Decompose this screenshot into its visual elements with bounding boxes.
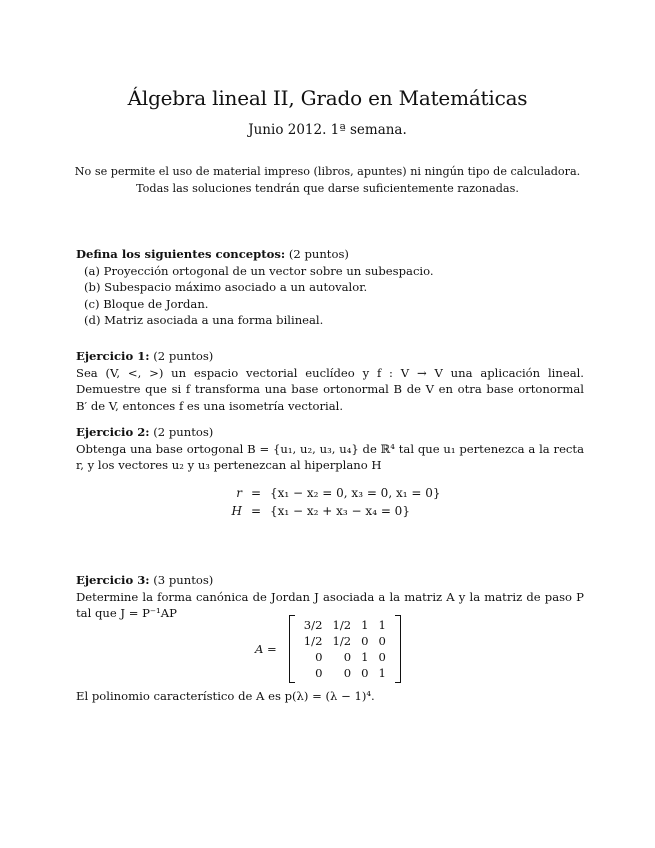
- exercise-3-points: (3 puntos): [153, 573, 214, 587]
- polynomial-text: El polinomio característico de A es p(λ) = (λ − 1)⁴.: [76, 689, 375, 703]
- equation-system: [220, 484, 440, 520]
- list-item: (c) Bloque de Jordan.: [84, 296, 209, 311]
- matrix-cell: 0: [343, 650, 352, 664]
- matrix-row: [299, 665, 391, 681]
- matrix-row: [299, 633, 391, 649]
- matrix-cell: 0: [361, 634, 369, 648]
- matrix-a: [255, 615, 401, 683]
- list-item: (a) Proyección ortogonal de un vector sobre un subespacio.: [84, 263, 434, 278]
- matrix-label: A =: [255, 642, 277, 656]
- exercise-1-points: (2 puntos): [153, 349, 214, 363]
- matrix-brackets: [289, 615, 401, 683]
- concepts-list: [76, 263, 584, 329]
- matrix-cell: 0: [315, 666, 323, 680]
- list-item: (b) Subespacio máximo asociado a un autovalor.: [84, 280, 368, 294]
- equation-h-op: =: [250, 504, 262, 518]
- exercise-1: [76, 348, 584, 414]
- instructions: [60, 163, 595, 197]
- characteristic-polynomial: [76, 688, 584, 705]
- matrix-cell: 1: [361, 650, 369, 664]
- exercise-2: [76, 424, 584, 474]
- matrix-cell: 0: [315, 650, 323, 664]
- matrix-cell: 0: [378, 650, 386, 664]
- exercise-2-text: Obtenga una base ortogonal B = {u₁, u₂, u₃, u₄} de ℝ⁴ tal que u₁ pertenezca a la recta r, y los vectores u₂ y u₃ pertenezcan al hiperplano H: [76, 441, 584, 472]
- matrix-cell: 1: [378, 666, 386, 680]
- exercise-1-text: Sea (V, <, >) un espacio vectorial euclídeo y f : V → V una aplicación lineal. Demuestre que si f transforma una base ortonormal B de V en otra base ortonormal B′ de V, entonces f es una isometría vectorial.: [76, 365, 584, 413]
- matrix-cell: 3/2: [303, 618, 323, 632]
- concepts-heading-bold: Defina los siguientes conceptos:: [76, 247, 286, 261]
- equation-h: [220, 502, 440, 520]
- matrix-cell: 1/2: [332, 618, 352, 632]
- equation-h-rhs: {x₁ − x₂ + x₃ − x₄ = 0}: [270, 504, 410, 518]
- equation-r: [220, 484, 440, 502]
- equation-r-lhs: r: [236, 486, 242, 500]
- exercise-3-heading: [76, 572, 584, 589]
- exercise-2-heading: [76, 424, 584, 441]
- exercise-2-points: (2 puntos): [153, 425, 214, 439]
- list-item: (d) Matriz asociada a una forma bilineal.: [84, 313, 324, 327]
- matrix-table: [299, 617, 391, 681]
- concepts-points: (2 puntos): [288, 247, 349, 261]
- equation-r-op: =: [250, 486, 262, 500]
- matrix-cell: 1: [361, 618, 369, 632]
- matrix-cell: 1: [378, 618, 386, 632]
- exercise-1-title: Ejercicio 1:: [76, 349, 150, 363]
- concepts-heading: [76, 246, 584, 263]
- matrix-cell: 0: [378, 634, 386, 648]
- concepts-section: [76, 246, 584, 329]
- exercise-3-title: Ejercicio 3:: [76, 573, 150, 587]
- instruction-line-2: Todas las soluciones tendrán que darse suficientemente razonadas.: [136, 182, 519, 195]
- exercise-3-text: Determine la forma canónica de Jordan J asociada a la matriz A y la matriz de paso P tal que J = P⁻¹AP: [76, 589, 584, 620]
- matrix-cell: 0: [361, 666, 369, 680]
- exercise-1-heading: [76, 348, 584, 365]
- exercise-2-title: Ejercicio 2:: [76, 425, 150, 439]
- exam-date: Junio 2012. 1ª semana.: [248, 122, 407, 138]
- instruction-line-1: No se permite el uso de material impreso (libros, apuntes) ni ningún tipo de calculadora.: [74, 165, 581, 178]
- matrix-row: [299, 617, 391, 633]
- matrix-cell: 0: [343, 666, 352, 680]
- equation-h-lhs: H: [231, 504, 242, 518]
- matrix-cell: 1/2: [303, 634, 323, 648]
- equation-r-rhs: {x₁ − x₂ = 0, x₃ = 0, x₁ = 0}: [270, 486, 441, 500]
- matrix-cell: 1/2: [332, 634, 352, 648]
- matrix-row: [299, 649, 391, 665]
- page-title: Álgebra lineal II, Grado en Matemáticas: [127, 86, 528, 110]
